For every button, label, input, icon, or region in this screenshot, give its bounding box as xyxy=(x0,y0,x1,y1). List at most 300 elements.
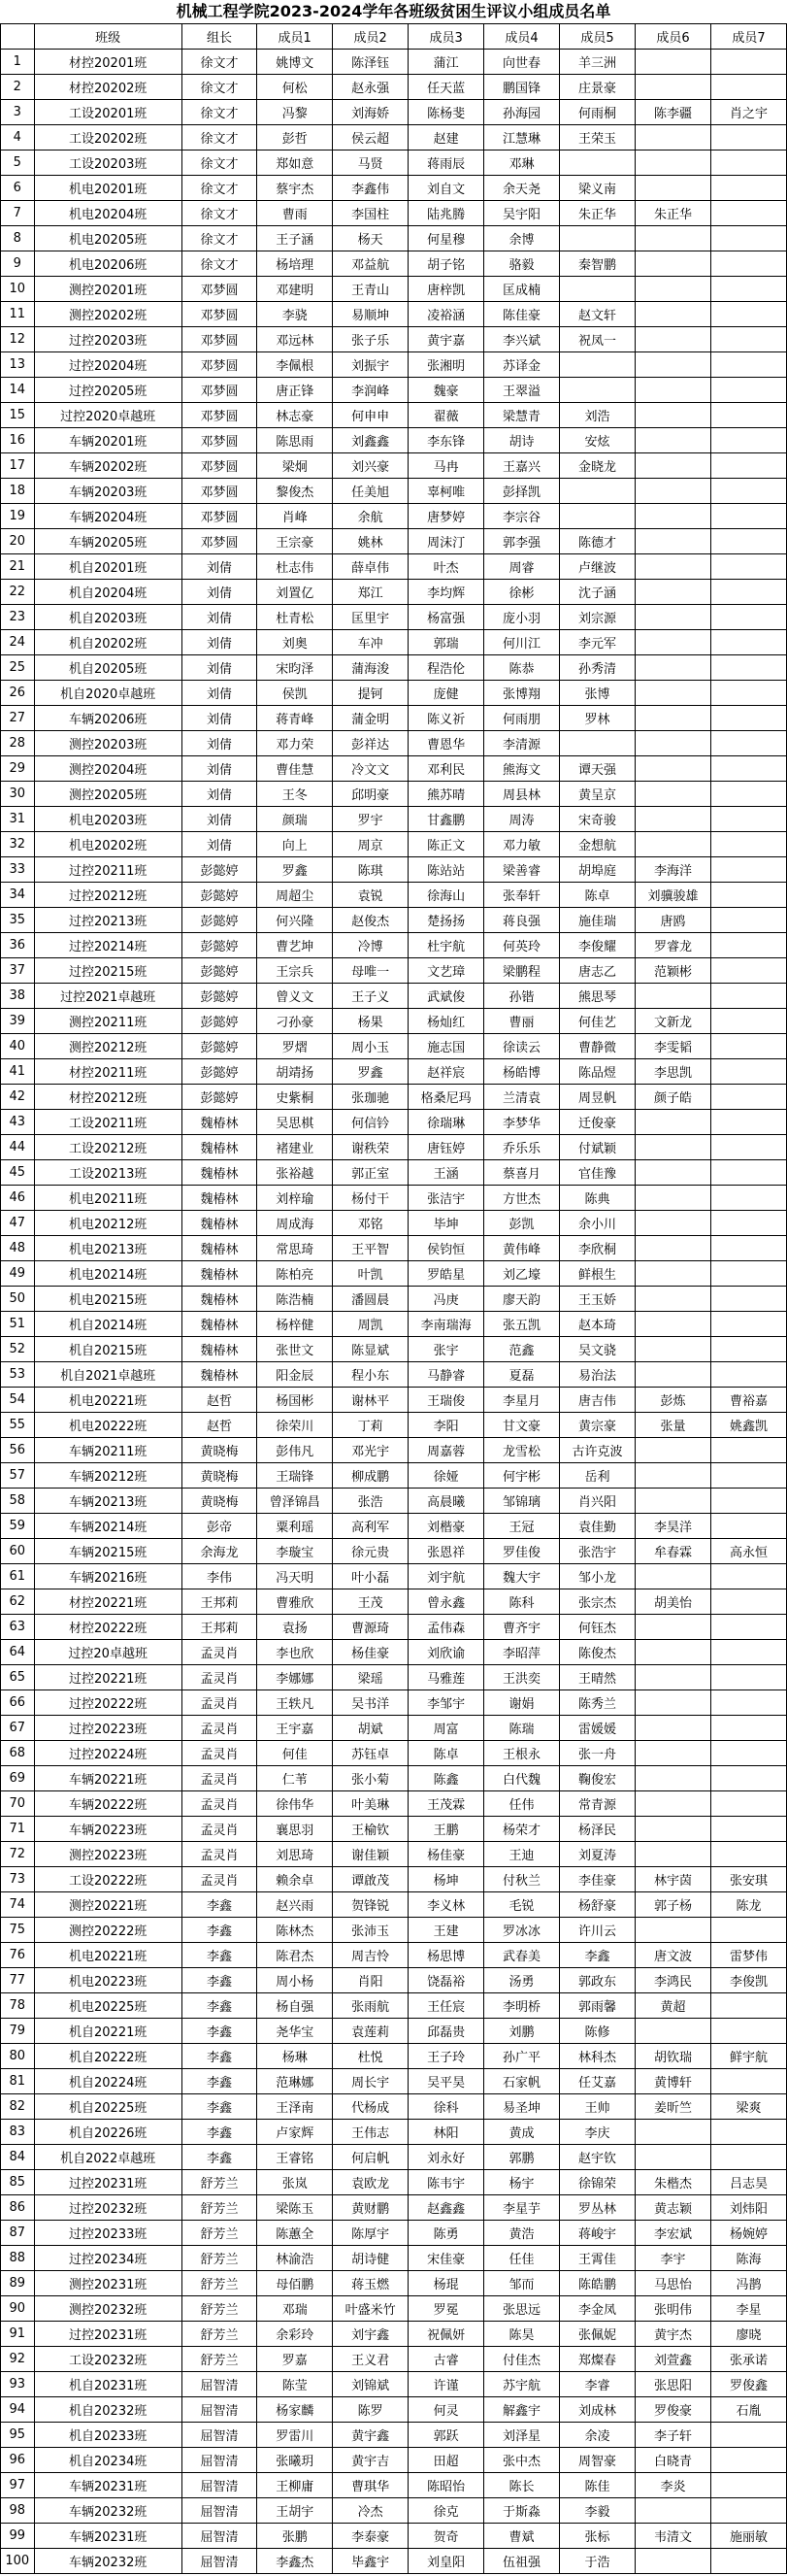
member-7-cell: 雷梦伟 xyxy=(710,1943,786,1968)
table-row xyxy=(1,1918,787,1943)
table-row xyxy=(1,352,787,378)
member-6-cell xyxy=(635,428,710,453)
row-index-cell: 65 xyxy=(1,1665,35,1690)
table-row xyxy=(1,908,787,933)
member-5-cell: 刘宗源 xyxy=(560,605,636,630)
row-index-cell: 5 xyxy=(1,151,35,176)
member-2-cell: 冷博 xyxy=(333,933,409,958)
class-name-cell: 测控20221班 xyxy=(34,1892,181,1918)
member-7-cell xyxy=(710,756,786,782)
member-7-cell xyxy=(710,1186,786,1211)
member-4-cell: 鹏国锋 xyxy=(484,75,560,100)
row-index-cell: 15 xyxy=(1,403,35,428)
member-2-cell: 王伟志 xyxy=(333,2120,409,2145)
member-3-cell: 王茂霖 xyxy=(409,1791,484,1817)
member-2-cell: 贺锋锐 xyxy=(333,1892,409,1918)
member-6-cell: 文新龙 xyxy=(635,1009,710,1034)
member-4-cell: 周涛 xyxy=(484,807,560,832)
member-5-cell: 李睿 xyxy=(560,2372,636,2397)
member-7-cell: 曹裕嘉 xyxy=(710,1388,786,1413)
member-1-cell: 陈莹 xyxy=(257,2372,333,2397)
group-leader-cell: 邓梦圆 xyxy=(181,403,256,428)
member-4-cell: 毛锐 xyxy=(484,1892,560,1918)
table-row xyxy=(1,2195,787,2221)
class-name-cell: 工设20213班 xyxy=(34,1160,181,1186)
class-name-cell: 材控20201班 xyxy=(34,50,181,75)
member-2-cell: 邓铭 xyxy=(333,1211,409,1236)
group-leader-cell: 刘倩 xyxy=(181,706,256,731)
member-6-cell: 李宇 xyxy=(635,2246,710,2271)
member-5-cell: 何钰杰 xyxy=(560,1615,636,1640)
header-member-4: 成员4 xyxy=(484,24,560,50)
member-7-cell: 姚鑫凯 xyxy=(710,1413,786,1438)
member-6-cell: 范颖彬 xyxy=(635,958,710,984)
member-3-cell: 叶杰 xyxy=(409,554,484,580)
member-6-cell xyxy=(635,504,710,529)
member-3-cell: 陆兆腾 xyxy=(409,201,484,226)
table-row xyxy=(1,1615,787,1640)
member-2-cell: 侯云超 xyxy=(333,125,409,151)
member-5-cell: 黄宗豪 xyxy=(560,1413,636,1438)
class-name-cell: 车辆20215班 xyxy=(34,1539,181,1564)
row-index-cell: 8 xyxy=(1,226,35,251)
class-name-cell: 车辆20201班 xyxy=(34,428,181,453)
row-index-cell: 17 xyxy=(1,453,35,479)
member-3-cell: 徐克 xyxy=(409,2498,484,2524)
group-leader-cell: 屈智清 xyxy=(181,2448,256,2473)
member-1-cell: 阳金辰 xyxy=(257,1362,333,1388)
table-row xyxy=(1,630,787,655)
group-leader-cell: 李鑫 xyxy=(181,1968,256,1993)
row-index-cell: 21 xyxy=(1,554,35,580)
member-2-cell: 何信钤 xyxy=(333,1110,409,1135)
row-index-cell: 42 xyxy=(1,1085,35,1110)
table-row xyxy=(1,1489,787,1514)
member-3-cell: 饶磊裕 xyxy=(409,1968,484,1993)
member-3-cell: 陈卓 xyxy=(409,1741,484,1766)
group-leader-cell: 彭懿婷 xyxy=(181,1034,256,1059)
member-4-cell: 任佳 xyxy=(484,2246,560,2271)
row-index-cell: 60 xyxy=(1,1539,35,1564)
group-leader-cell: 徐文才 xyxy=(181,201,256,226)
member-1-cell: 仁苇 xyxy=(257,1766,333,1791)
member-2-cell: 梁瑶 xyxy=(333,1665,409,1690)
member-2-cell: 周长宇 xyxy=(333,2069,409,2094)
member-5-cell: 施佳瑞 xyxy=(560,908,636,933)
group-leader-cell: 彭帝 xyxy=(181,1514,256,1539)
member-1-cell: 陈柏亮 xyxy=(257,1261,333,1287)
member-4-cell: 王冠 xyxy=(484,1514,560,1539)
table-row xyxy=(1,125,787,151)
table-row xyxy=(1,2019,787,2044)
row-index-cell: 33 xyxy=(1,857,35,883)
member-5-cell: 岳利 xyxy=(560,1463,636,1489)
member-1-cell: 罗熠 xyxy=(257,1034,333,1059)
member-4-cell: 乔乐乐 xyxy=(484,1135,560,1160)
row-index-cell: 59 xyxy=(1,1514,35,1539)
member-5-cell: 鲜根生 xyxy=(560,1261,636,1287)
table-row xyxy=(1,2524,787,2549)
member-1-cell: 王睿铭 xyxy=(257,2145,333,2170)
member-3-cell: 张恩祥 xyxy=(409,1539,484,1564)
member-1-cell: 张曦玥 xyxy=(257,2448,333,2473)
class-name-cell: 测控20203班 xyxy=(34,731,181,756)
member-3-cell: 杨思博 xyxy=(409,1943,484,1968)
member-1-cell: 蒋青峰 xyxy=(257,706,333,731)
member-1-cell: 王宗豪 xyxy=(257,529,333,554)
member-4-cell: 兰清袁 xyxy=(484,1085,560,1110)
table-row xyxy=(1,251,787,277)
group-leader-cell: 赵哲 xyxy=(181,1388,256,1413)
class-name-cell: 车辆20211班 xyxy=(34,1438,181,1463)
member-4-cell: 梁慧青 xyxy=(484,403,560,428)
member-7-cell xyxy=(710,1287,786,1312)
member-5-cell: 刘夏涛 xyxy=(560,1842,636,1867)
table-row xyxy=(1,75,787,100)
header-leader: 组长 xyxy=(181,24,256,50)
table-row xyxy=(1,2397,787,2423)
member-4-cell: 张博翔 xyxy=(484,681,560,706)
group-leader-cell: 孟灵肖 xyxy=(181,1791,256,1817)
member-3-cell: 翟薇 xyxy=(409,403,484,428)
class-name-cell: 材控20202班 xyxy=(34,75,181,100)
member-3-cell: 王建 xyxy=(409,1918,484,1943)
member-2-cell: 赵俊杰 xyxy=(333,908,409,933)
member-4-cell: 周县林 xyxy=(484,782,560,807)
group-leader-cell: 刘倩 xyxy=(181,605,256,630)
table-row xyxy=(1,453,787,479)
table-row xyxy=(1,1186,787,1211)
member-3-cell: 熊苏晴 xyxy=(409,782,484,807)
member-7-cell xyxy=(710,1489,786,1514)
member-2-cell: 任美旭 xyxy=(333,479,409,504)
member-6-cell xyxy=(635,1135,710,1160)
row-index-cell: 97 xyxy=(1,2473,35,2498)
member-4-cell: 王翠溢 xyxy=(484,378,560,403)
member-6-cell xyxy=(635,1842,710,1867)
member-7-cell xyxy=(710,1236,786,1261)
member-1-cell: 王柳庸 xyxy=(257,2473,333,2498)
member-7-cell xyxy=(710,857,786,883)
member-2-cell: 李鑫伟 xyxy=(333,176,409,201)
member-6-cell xyxy=(635,782,710,807)
member-1-cell: 彭伟凡 xyxy=(257,1438,333,1463)
member-5-cell: 易治法 xyxy=(560,1362,636,1388)
member-3-cell: 刘宇航 xyxy=(409,1564,484,1589)
member-7-cell xyxy=(710,655,786,681)
member-4-cell: 张五凯 xyxy=(484,1312,560,1337)
class-name-cell: 机自20215班 xyxy=(34,1337,181,1362)
member-5-cell: 王帅 xyxy=(560,2094,636,2120)
member-3-cell: 张湘明 xyxy=(409,352,484,378)
row-index-cell: 72 xyxy=(1,1842,35,1867)
member-7-cell xyxy=(710,2069,786,2094)
member-5-cell: 金想航 xyxy=(560,832,636,857)
group-leader-cell: 邓梦圆 xyxy=(181,504,256,529)
table-row xyxy=(1,1589,787,1615)
member-7-cell xyxy=(710,504,786,529)
table-row xyxy=(1,554,787,580)
group-leader-cell: 王邦莉 xyxy=(181,1589,256,1615)
row-index-cell: 39 xyxy=(1,1009,35,1034)
class-name-cell: 车辆20213班 xyxy=(34,1489,181,1514)
member-4-cell: 易圣坤 xyxy=(484,2094,560,2120)
group-leader-cell: 魏椿林 xyxy=(181,1135,256,1160)
member-4-cell: 孙锴 xyxy=(484,984,560,1009)
class-name-cell: 机电20205班 xyxy=(34,226,181,251)
class-name-cell: 测控20201班 xyxy=(34,277,181,302)
class-name-cell: 机自20214班 xyxy=(34,1312,181,1337)
row-index-cell: 84 xyxy=(1,2145,35,2170)
member-7-cell xyxy=(710,681,786,706)
class-name-cell: 过控20卓越班 xyxy=(34,1640,181,1665)
group-leader-cell: 魏椿林 xyxy=(181,1362,256,1388)
group-leader-cell: 徐文才 xyxy=(181,75,256,100)
member-1-cell: 襄思羽 xyxy=(257,1817,333,1842)
member-4-cell: 曹齐宇 xyxy=(484,1615,560,1640)
header-member-1: 成员1 xyxy=(257,24,333,50)
group-leader-cell: 魏椿林 xyxy=(181,1337,256,1362)
member-6-cell xyxy=(635,2145,710,2170)
member-7-cell: 鲜宇航 xyxy=(710,2044,786,2069)
table-row xyxy=(1,984,787,1009)
member-7-cell xyxy=(710,2423,786,2448)
member-4-cell: 孙广平 xyxy=(484,2044,560,2069)
member-6-cell xyxy=(635,1362,710,1388)
row-index-cell: 1 xyxy=(1,50,35,75)
row-index-cell: 66 xyxy=(1,1690,35,1716)
member-4-cell: 李宗谷 xyxy=(484,504,560,529)
member-5-cell: 金晓龙 xyxy=(560,453,636,479)
row-index-cell: 82 xyxy=(1,2094,35,2120)
class-name-cell: 测控20211班 xyxy=(34,1009,181,1034)
member-3-cell: 刘皇阳 xyxy=(409,2549,484,2574)
member-6-cell: 黄博轩 xyxy=(635,2069,710,2094)
member-7-cell xyxy=(710,1918,786,1943)
member-4-cell: 黄浩 xyxy=(484,2221,560,2246)
member-2-cell: 何申申 xyxy=(333,403,409,428)
member-3-cell: 凌裕涵 xyxy=(409,302,484,327)
class-name-cell: 过控20231班 xyxy=(34,2322,181,2347)
table-row xyxy=(1,1817,787,1842)
member-4-cell: 黄伟峰 xyxy=(484,1236,560,1261)
member-4-cell: 李明桥 xyxy=(484,1993,560,2019)
group-leader-cell: 舒芳兰 xyxy=(181,2296,256,2322)
member-7-cell: 陈龙 xyxy=(710,1892,786,1918)
class-name-cell: 机自2021卓越班 xyxy=(34,1362,181,1388)
class-name-cell: 过控20221班 xyxy=(34,1665,181,1690)
member-3-cell: 胡子铭 xyxy=(409,251,484,277)
class-name-cell: 车辆20232班 xyxy=(34,2549,181,2574)
member-6-cell: 李炎 xyxy=(635,2473,710,2498)
member-6-cell: 颜子皓 xyxy=(635,1085,710,1110)
member-7-cell xyxy=(710,807,786,832)
member-2-cell: 周小玉 xyxy=(333,1034,409,1059)
member-6-cell: 唐鸥 xyxy=(635,908,710,933)
member-1-cell: 母佰鹏 xyxy=(257,2271,333,2296)
group-leader-cell: 舒芳兰 xyxy=(181,2221,256,2246)
member-7-cell xyxy=(710,2019,786,2044)
class-name-cell: 机自20222班 xyxy=(34,2044,181,2069)
member-4-cell: 陈佳豪 xyxy=(484,302,560,327)
member-2-cell: 周吉怜 xyxy=(333,1943,409,1968)
member-1-cell: 郑如意 xyxy=(257,151,333,176)
member-3-cell: 周沫汀 xyxy=(409,529,484,554)
member-4-cell: 郭李强 xyxy=(484,529,560,554)
member-4-cell: 魏大宇 xyxy=(484,1564,560,1589)
member-1-cell: 冯天明 xyxy=(257,1564,333,1589)
member-4-cell: 刘鹏 xyxy=(484,2019,560,2044)
member-1-cell: 李鑫杰 xyxy=(257,2549,333,2574)
member-4-cell: 于斯淼 xyxy=(484,2498,560,2524)
member-4-cell: 向世春 xyxy=(484,50,560,75)
member-5-cell: 李欣桐 xyxy=(560,1236,636,1261)
member-1-cell: 肖峰 xyxy=(257,504,333,529)
member-2-cell: 陈厚宇 xyxy=(333,2221,409,2246)
member-1-cell: 杨家麟 xyxy=(257,2397,333,2423)
member-7-cell xyxy=(710,1564,786,1589)
member-1-cell: 何佳 xyxy=(257,1741,333,1766)
row-index-cell: 75 xyxy=(1,1918,35,1943)
class-name-cell: 车辆20202班 xyxy=(34,453,181,479)
member-6-cell xyxy=(635,1337,710,1362)
member-7-cell xyxy=(710,479,786,504)
group-leader-cell: 邓梦圆 xyxy=(181,428,256,453)
member-3-cell: 蒋雨辰 xyxy=(409,151,484,176)
member-4-cell: 白代魏 xyxy=(484,1766,560,1791)
member-4-cell: 蒋良强 xyxy=(484,908,560,933)
member-6-cell xyxy=(635,681,710,706)
table-row xyxy=(1,2246,787,2271)
member-1-cell: 常思琦 xyxy=(257,1236,333,1261)
member-5-cell: 余小川 xyxy=(560,1211,636,1236)
member-3-cell: 陈站站 xyxy=(409,857,484,883)
member-2-cell: 邓益航 xyxy=(333,251,409,277)
member-3-cell: 徐科 xyxy=(409,2094,484,2120)
member-1-cell: 徐伟华 xyxy=(257,1791,333,1817)
member-4-cell: 谢娟 xyxy=(484,1690,560,1716)
member-3-cell: 黄宇嘉 xyxy=(409,327,484,352)
member-1-cell: 陈蕙全 xyxy=(257,2221,333,2246)
member-1-cell: 罗雷川 xyxy=(257,2423,333,2448)
member-2-cell: 李泰豪 xyxy=(333,2524,409,2549)
member-1-cell: 周超尘 xyxy=(257,883,333,908)
member-6-cell xyxy=(635,1312,710,1337)
row-index-cell: 90 xyxy=(1,2296,35,2322)
member-3-cell: 格桑尼玛 xyxy=(409,1085,484,1110)
class-name-cell: 测控20205班 xyxy=(34,782,181,807)
table-row xyxy=(1,1892,787,1918)
table-row xyxy=(1,1514,787,1539)
table-row xyxy=(1,1564,787,1589)
row-index-cell: 100 xyxy=(1,2549,35,2574)
member-5-cell: 王晴然 xyxy=(560,1665,636,1690)
table-row xyxy=(1,428,787,453)
member-4-cell: 付佳杰 xyxy=(484,2347,560,2372)
member-6-cell xyxy=(635,731,710,756)
member-7-cell: 石胤 xyxy=(710,2397,786,2423)
member-7-cell: 张承诺 xyxy=(710,2347,786,2372)
member-7-cell xyxy=(710,1261,786,1287)
member-2-cell: 邱明豪 xyxy=(333,782,409,807)
member-7-cell xyxy=(710,984,786,1009)
member-3-cell: 陈义祈 xyxy=(409,706,484,731)
member-6-cell: 姜昕竺 xyxy=(635,2094,710,2120)
member-7-cell xyxy=(710,1842,786,1867)
member-4-cell: 梁善睿 xyxy=(484,857,560,883)
member-6-cell xyxy=(635,453,710,479)
member-2-cell: 刘海娇 xyxy=(333,100,409,125)
group-leader-cell: 余海龙 xyxy=(181,1539,256,1564)
row-index-cell: 62 xyxy=(1,1589,35,1615)
member-2-cell: 蒋玉燃 xyxy=(333,2271,409,2296)
class-name-cell: 车辆20231班 xyxy=(34,2473,181,2498)
member-3-cell: 徐瑞琳 xyxy=(409,1110,484,1135)
row-index-cell: 71 xyxy=(1,1817,35,1842)
member-3-cell: 周嘉蓉 xyxy=(409,1438,484,1463)
member-2-cell: 刘振宇 xyxy=(333,352,409,378)
table-row xyxy=(1,2271,787,2296)
member-5-cell: 迁俊豪 xyxy=(560,1110,636,1135)
class-name-cell: 过控20215班 xyxy=(34,958,181,984)
class-name-cell: 机电20213班 xyxy=(34,1236,181,1261)
group-leader-cell: 刘倩 xyxy=(181,832,256,857)
row-index-cell: 13 xyxy=(1,352,35,378)
member-2-cell: 叶美琳 xyxy=(333,1791,409,1817)
member-1-cell: 杜志伟 xyxy=(257,554,333,580)
member-3-cell: 杜宇航 xyxy=(409,933,484,958)
group-leader-cell: 屈智清 xyxy=(181,2423,256,2448)
group-leader-cell: 彭懿婷 xyxy=(181,984,256,1009)
member-1-cell: 王轶凡 xyxy=(257,1690,333,1716)
member-2-cell: 叶小磊 xyxy=(333,1564,409,1589)
header-member-5: 成员5 xyxy=(560,24,636,50)
member-7-cell xyxy=(710,352,786,378)
member-2-cell: 刘宇鑫 xyxy=(333,2322,409,2347)
member-5-cell xyxy=(560,277,636,302)
member-3-cell: 杨佳豪 xyxy=(409,1842,484,1867)
member-2-cell: 冷文文 xyxy=(333,756,409,782)
member-6-cell xyxy=(635,327,710,352)
member-4-cell: 匡成楠 xyxy=(484,277,560,302)
member-2-cell: 张小菊 xyxy=(333,1766,409,1791)
member-1-cell: 曾义文 xyxy=(257,984,333,1009)
row-index-cell: 43 xyxy=(1,1110,35,1135)
member-2-cell: 柳成鹏 xyxy=(333,1463,409,1489)
table-row xyxy=(1,1842,787,1867)
class-name-cell: 材控20212班 xyxy=(34,1085,181,1110)
table-row xyxy=(1,327,787,352)
table-row xyxy=(1,782,787,807)
member-7-cell xyxy=(710,1716,786,1741)
member-5-cell: 朱正华 xyxy=(560,201,636,226)
member-2-cell: 刘鑫鑫 xyxy=(333,428,409,453)
class-name-cell: 机电20221班 xyxy=(34,1943,181,1968)
group-leader-cell: 舒芳兰 xyxy=(181,2170,256,2195)
row-index-cell: 47 xyxy=(1,1211,35,1236)
member-4-cell: 郭鹏 xyxy=(484,2145,560,2170)
member-7-cell xyxy=(710,1337,786,1362)
member-3-cell: 何灵 xyxy=(409,2397,484,2423)
row-index-cell: 77 xyxy=(1,1968,35,1993)
member-2-cell: 黄财鹏 xyxy=(333,2195,409,2221)
member-2-cell: 胡斌 xyxy=(333,1716,409,1741)
class-name-cell: 机电20206班 xyxy=(34,251,181,277)
member-7-cell xyxy=(710,1615,786,1640)
member-6-cell xyxy=(635,1489,710,1514)
member-2-cell: 张沛玉 xyxy=(333,1918,409,1943)
group-leader-cell: 舒芳兰 xyxy=(181,2347,256,2372)
